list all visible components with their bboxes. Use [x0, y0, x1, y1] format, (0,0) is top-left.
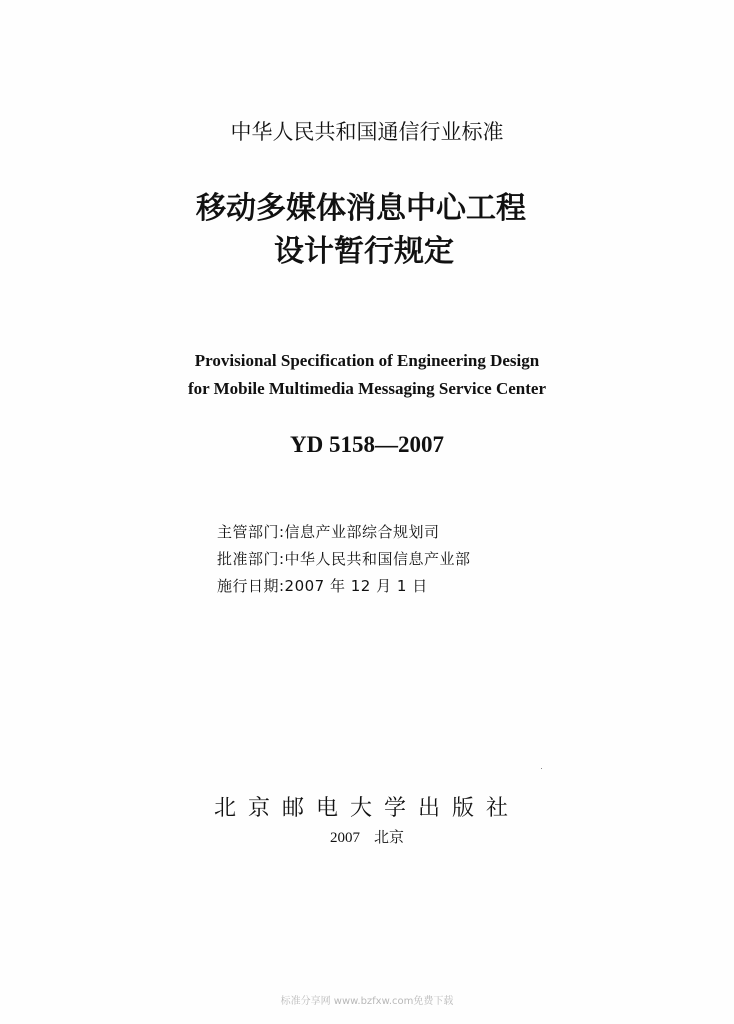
standard-code: YD 5158—2007 — [290, 432, 444, 457]
industry-standard-heading: 中华人民共和国通信行业标准 — [230, 120, 504, 144]
publisher-name: 北京邮电大学出版社 — [213, 796, 520, 821]
publication-info — [0, 826, 734, 847]
publication-year: 2007 — [329, 830, 360, 846]
approval-department: 批准部门:中华人民共和国信息产业部 — [217, 550, 471, 568]
title-chinese-line-2: 设计暂行规定 — [274, 234, 454, 269]
watermark-text: 标准分享网 www.bzfxw.com免费下载 — [280, 996, 454, 1007]
title-english-line-1: Provisional Specification of Engineering Design — [194, 351, 540, 370]
title-english-line-2: for Mobile Multimedia Messaging Service Center — [187, 379, 547, 398]
competent-department: 主管部门:信息产业部综合规划司 — [217, 523, 440, 541]
effective-date: 施行日期:2007 年 12 月 1 日 — [217, 577, 428, 595]
publication-city: 北京 — [373, 830, 404, 846]
title-chinese-line-1: 移动多媒体消息中心工程 — [196, 191, 526, 226]
scan-speck — [541, 768, 542, 769]
